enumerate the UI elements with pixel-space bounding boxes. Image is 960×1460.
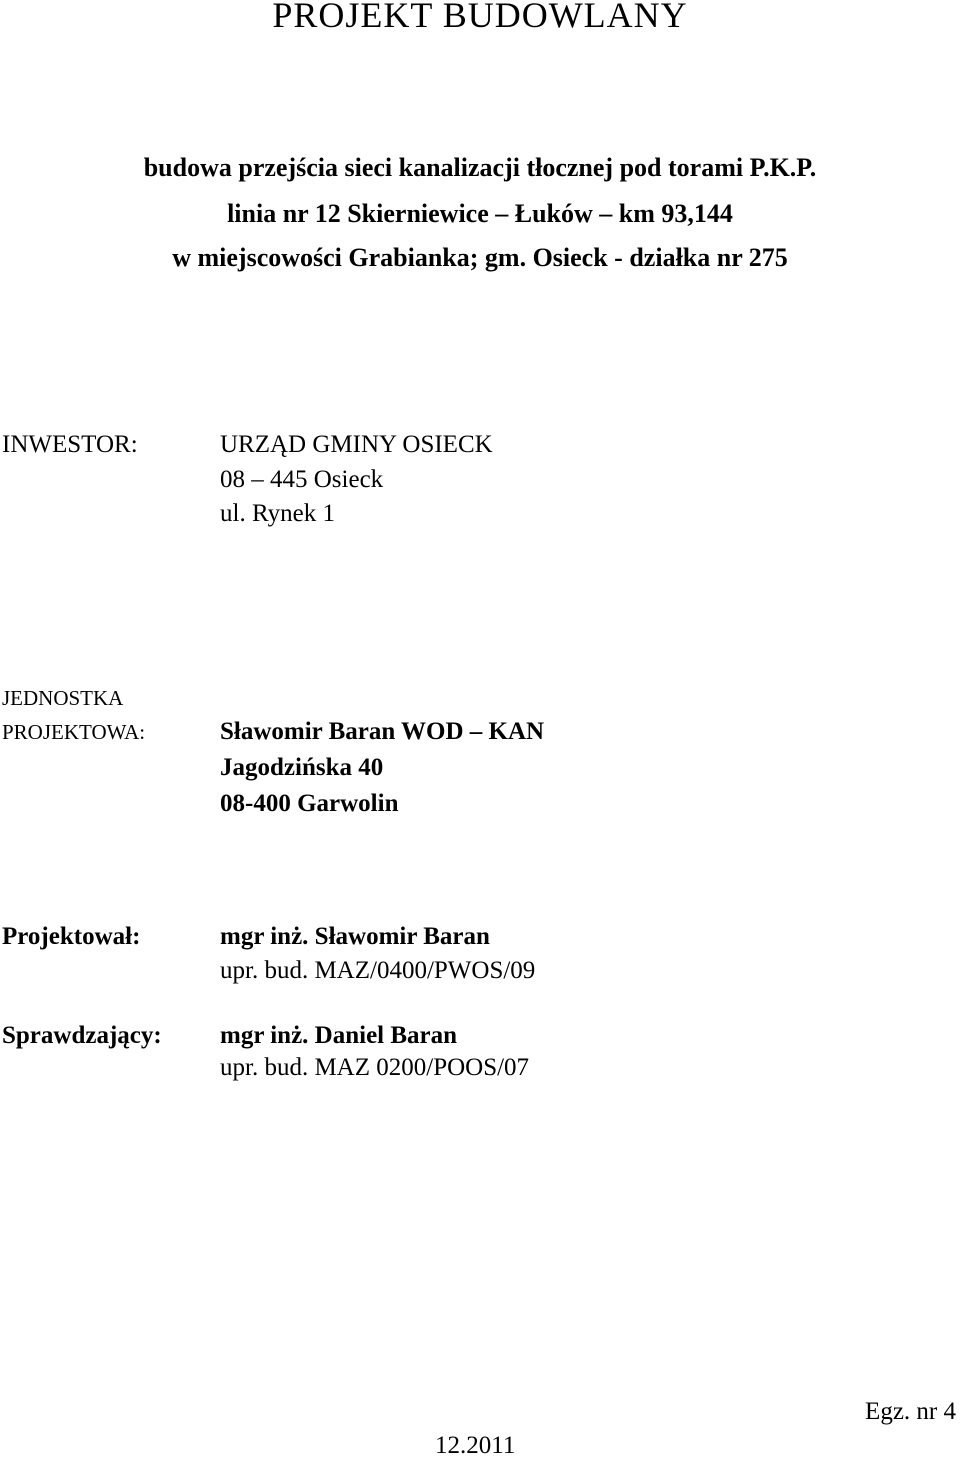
designer-name: mgr inż. Sławomir Baran xyxy=(220,923,490,950)
design-unit-name: Sławomir Baran WOD – KAN xyxy=(220,718,545,745)
investor-street: ul. Rynek 1 xyxy=(220,500,335,527)
design-unit-label-1: JEDNOSTKA xyxy=(2,686,124,710)
subject-line-2: linia nr 12 Skierniewice – Łuków – km 93,144 xyxy=(227,199,733,228)
document-title: PROJEKT BUDOWLANY xyxy=(272,0,688,35)
copy-number: Egz. nr 4 xyxy=(865,1398,956,1425)
investor-name: URZĄD GMINY OSIECK xyxy=(220,431,493,458)
investor-label: INWESTOR: xyxy=(2,431,138,458)
subject-line-3: w miejscowości Grabianka; gm. Osieck - działka nr 275 xyxy=(172,243,788,272)
design-unit-city: 08-400 Garwolin xyxy=(220,790,399,817)
checker-name: mgr inż. Daniel Baran xyxy=(220,1022,458,1049)
document-date: 12.2011 xyxy=(435,1432,516,1459)
design-unit-street: Jagodzińska 40 xyxy=(220,754,384,781)
design-unit-label-2: PROJEKTOWA: xyxy=(2,720,146,744)
subject-line-1: budowa przejścia sieci kanalizacji tłocznej pod torami P.K.P. xyxy=(143,153,817,182)
designer-license: upr. bud. MAZ/0400/PWOS/09 xyxy=(220,957,536,984)
checker-license: upr. bud. MAZ 0200/POOS/07 xyxy=(220,1054,530,1081)
investor-postal: 08 – 445 Osieck xyxy=(220,466,384,493)
designer-label: Projektował: xyxy=(2,923,141,950)
checker-label: Sprawdzający: xyxy=(2,1022,162,1049)
